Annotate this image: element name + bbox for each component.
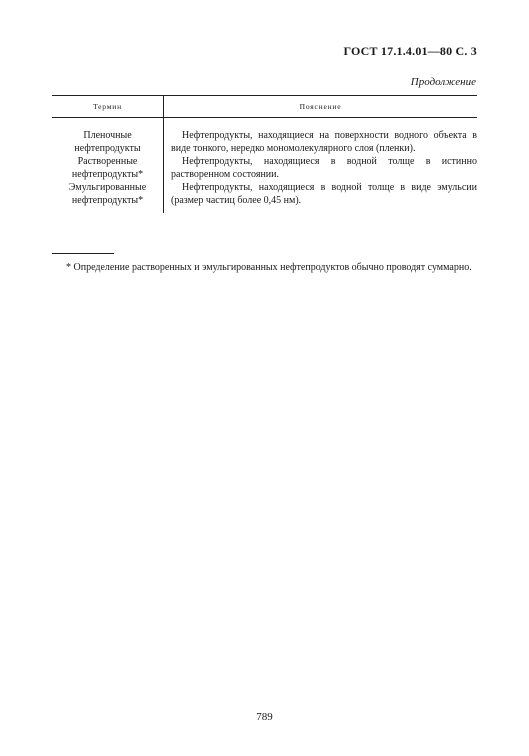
explanation-cell: Нефтепродукты, находящиеся в водной толще в истинно растворенном состоянии. (171, 156, 477, 180)
terms-table (52, 95, 477, 213)
term-line: нефтепродукты (74, 143, 141, 154)
page-number: 789 (256, 711, 273, 723)
column-header-term: Термин (93, 102, 122, 111)
footnote: * Определение растворенных и эмульгированных нефтепродуктов обычно проводят суммарно. (66, 262, 472, 273)
term-cell (52, 155, 163, 181)
term-cell (52, 181, 163, 207)
explanation-cell: Нефтепродукты, находящиеся в водной толще в виде эмульсии (размер частиц более 0,45 нм). (171, 182, 477, 206)
document-header: ГОСТ 17.1.4.01—80 С. 3 (343, 44, 477, 58)
table-row (52, 181, 477, 207)
term-line: нефтепродукты* (71, 169, 144, 180)
table-row (52, 129, 477, 155)
column-header-explanation: Пояснение (163, 96, 477, 117)
table-row (52, 155, 477, 181)
term-line: Эмульгированные (68, 182, 147, 193)
term-line: Пленочные (83, 130, 132, 141)
footnote-divider (52, 253, 114, 254)
explanation-cell: Нефтепродукты, находящиеся на поверхности водного объекта в виде тонкого, нередко мономолекулярного слоя (пленки). (171, 130, 477, 154)
term-line: Растворенные (77, 156, 138, 167)
term-cell (52, 129, 163, 155)
term-line: нефтепродукты* (71, 195, 144, 206)
table-body (52, 118, 477, 213)
table-header (52, 95, 477, 118)
continuation-label: Продолжение (410, 76, 476, 88)
